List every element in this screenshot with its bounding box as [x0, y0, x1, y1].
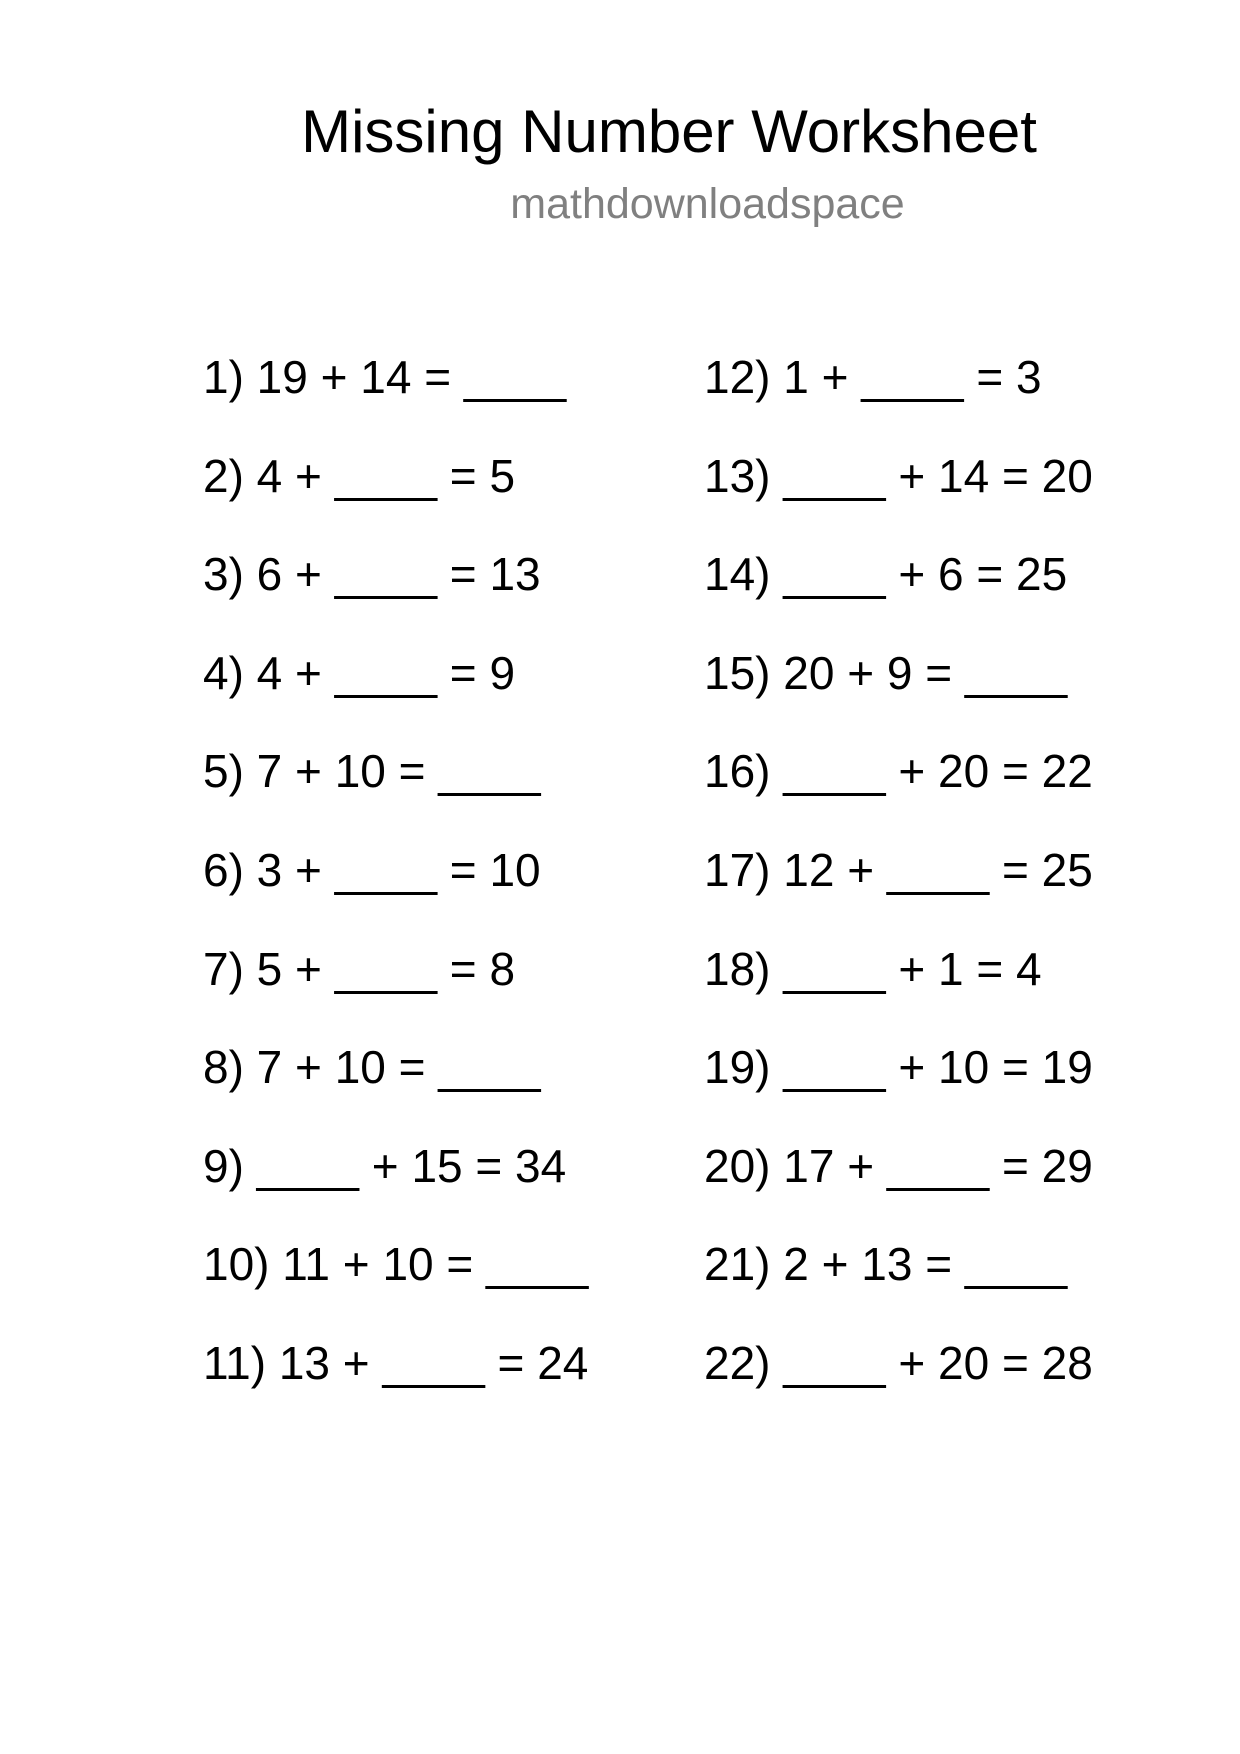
problem-item: 18) ____ + 1 = 4	[704, 942, 1042, 995]
problem-item: 4) 4 + ____ = 9	[203, 646, 516, 699]
problem-item: 21) 2 + 13 = ____	[704, 1238, 1068, 1291]
problem-item: 10) 11 + 10 = ____	[203, 1238, 589, 1291]
problem-item: 12) 1 + ____ = 3	[704, 351, 1042, 403]
worksheet-title: Missing Number Worksheet	[301, 98, 1037, 165]
problem-item: 20) 17 + ____ = 29	[704, 1139, 1093, 1192]
problem-item: 17) 12 + ____ = 25	[704, 843, 1093, 896]
problem-item: 9) ____ + 15 = 34	[203, 1139, 567, 1192]
problem-item: 5) 7 + 10 = ____	[203, 745, 541, 798]
problem-item: 14) ____ + 6 = 25	[704, 548, 1068, 601]
problem-item: 19) ____ + 10 = 19	[704, 1041, 1093, 1094]
problem-item: 16) ____ + 20 = 22	[704, 745, 1093, 798]
worksheet-source: mathdownloadspace	[510, 180, 905, 228]
problem-item: 7) 5 + ____ = 8	[203, 942, 516, 995]
problem-item: 2) 4 + ____ = 5	[203, 449, 516, 502]
problem-item: 15) 20 + 9 = ____	[704, 646, 1068, 699]
problem-item: 1) 19 + 14 = ____	[203, 351, 567, 403]
problem-item: 13) ____ + 14 = 20	[704, 449, 1093, 502]
problem-item: 3) 6 + ____ = 13	[203, 548, 541, 601]
problem-item: 8) 7 + 10 = ____	[203, 1041, 541, 1094]
problem-item: 22) ____ + 20 = 28	[704, 1336, 1093, 1389]
problems-left-column	[203, 349, 588, 1434]
problems-right-column	[704, 349, 1093, 1434]
problem-item: 11) 13 + ____ = 24	[203, 1336, 589, 1389]
problem-item: 6) 3 + ____ = 10	[203, 843, 541, 896]
